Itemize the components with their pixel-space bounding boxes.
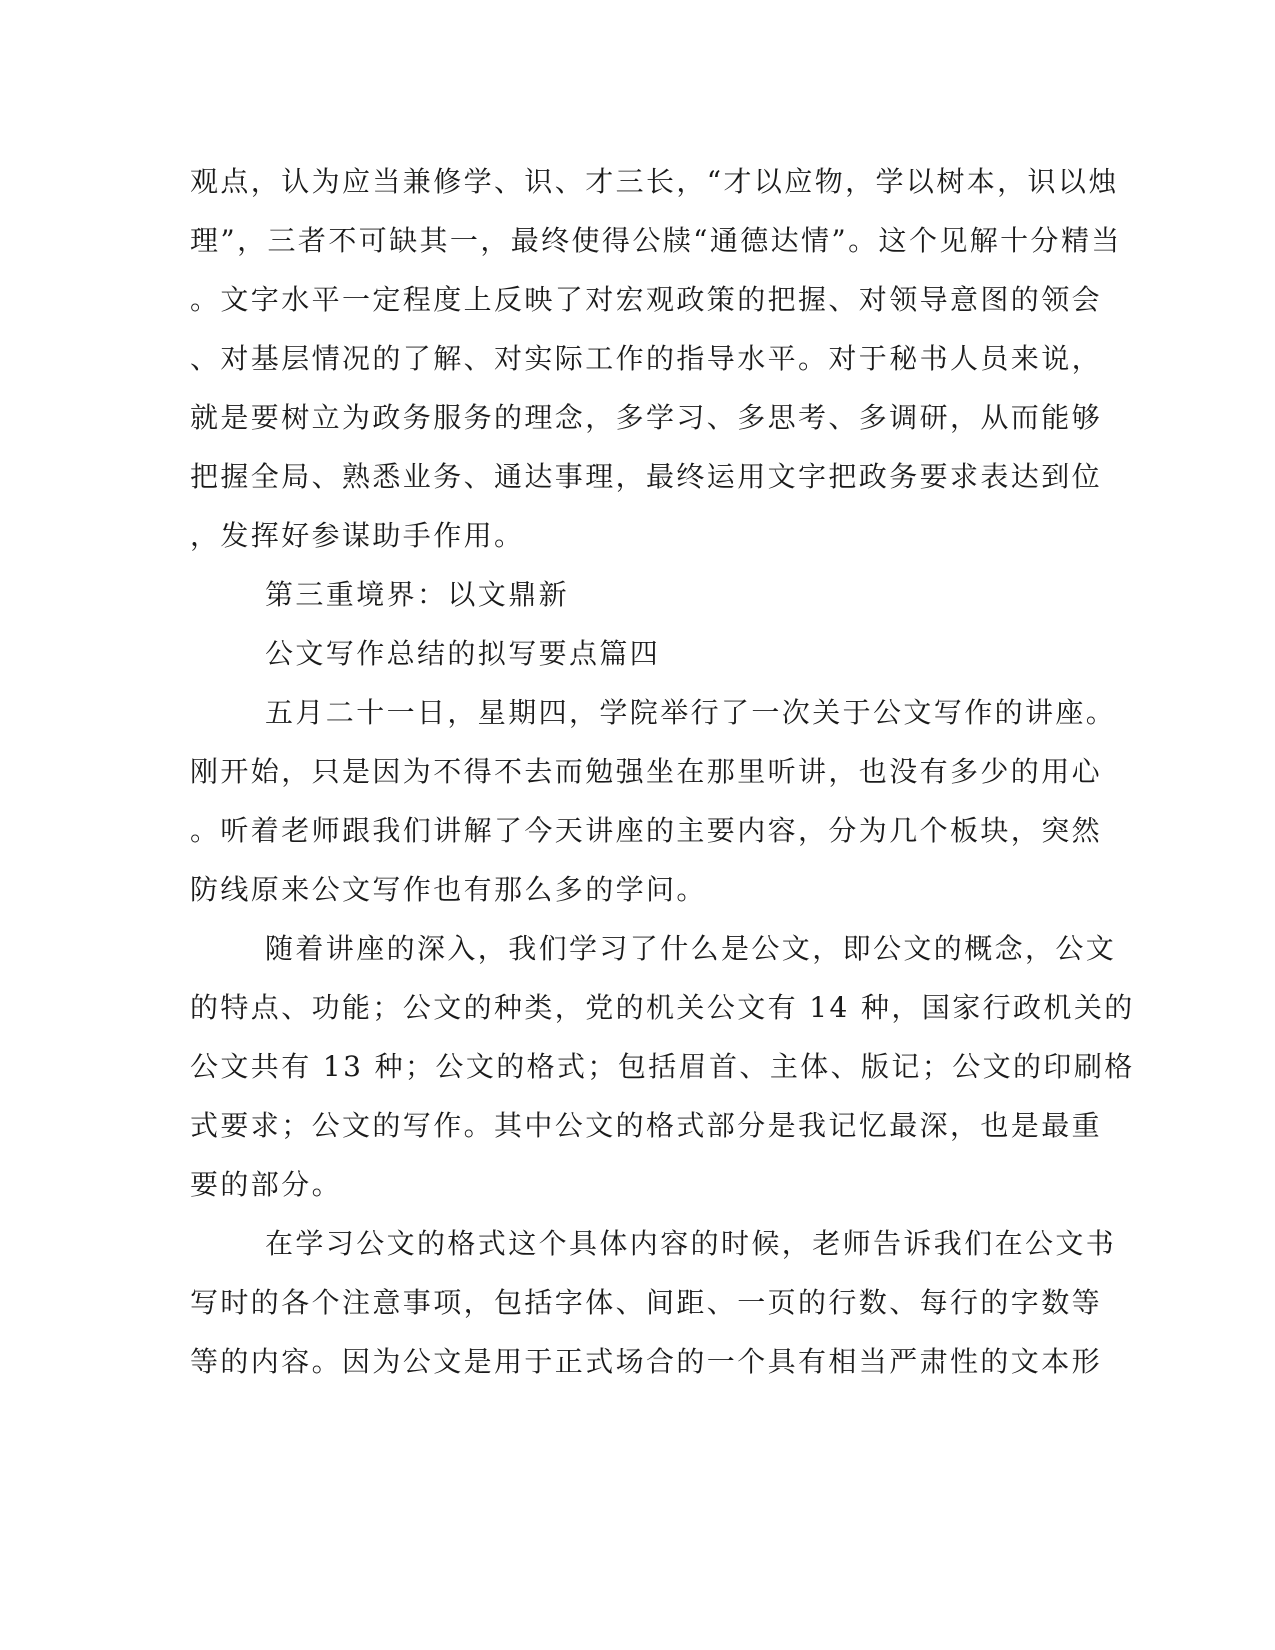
text-line: 在学习公文的格式这个具体内容的时候，老师告诉我们在公文书 — [265, 1227, 1117, 1260]
text-line: 公文共有 13 种；公文的格式；包括眉首、主体、版记；公文的印刷格 — [190, 1050, 1135, 1083]
section-heading: 第三重境界：以文鼎新 — [265, 578, 570, 611]
text-line: 式要求；公文的写作。其中公文的格式部分是我记忆最深，也是最重 — [190, 1109, 1103, 1142]
text-line: 等的内容。因为公文是用于正式场合的一个具有相当严肃性的文本形 — [190, 1345, 1103, 1378]
text-line: 刚开始，只是因为不得不去而勉强坐在那里听讲，也没有多少的用心 — [190, 755, 1103, 788]
text-line: 。文字水平一定程度上反映了对宏观政策的把握、对领导意图的领会 — [190, 283, 1103, 316]
text-line: 理”，三者不可缺其一，最终使得公牍“通德达情”。这个见解十分精当 — [190, 224, 1122, 257]
text-line: 写时的各个注意事项，包括字体、间距、一页的行数、每行的字数等 — [190, 1286, 1103, 1319]
text-line: 防线原来公文写作也有那么多的学问。 — [190, 873, 707, 906]
text-line: 、对基层情况的了解、对实际工作的指导水平。对于秘书人员来说， — [190, 342, 1103, 375]
text-line: 五月二十一日，星期四，学院举行了一次关于公文写作的讲座。 — [265, 696, 1117, 729]
text-line: ，发挥好参谋助手作用。 — [190, 519, 525, 552]
text-line: 。听着老师跟我们讲解了今天讲座的主要内容，分为几个板块，突然 — [190, 814, 1103, 847]
text-line: 的特点、功能；公文的种类，党的机关公文有 14 种，国家行政机关的 — [190, 991, 1135, 1024]
text-line: 把握全局、熟悉业务、通达事理，最终运用文字把政务要求表达到位 — [190, 460, 1103, 493]
text-line: 就是要树立为政务服务的理念，多学习、多思考、多调研，从而能够 — [190, 401, 1103, 434]
text-line: 观点，认为应当兼修学、识、才三长，“才以应物，学以树本，识以烛 — [190, 165, 1119, 198]
section-heading: 公文写作总结的拟写要点篇四 — [265, 637, 661, 670]
text-line: 随着讲座的深入，我们学习了什么是公文，即公文的概念，公文 — [265, 932, 1117, 965]
text-line: 要的部分。 — [190, 1168, 343, 1201]
